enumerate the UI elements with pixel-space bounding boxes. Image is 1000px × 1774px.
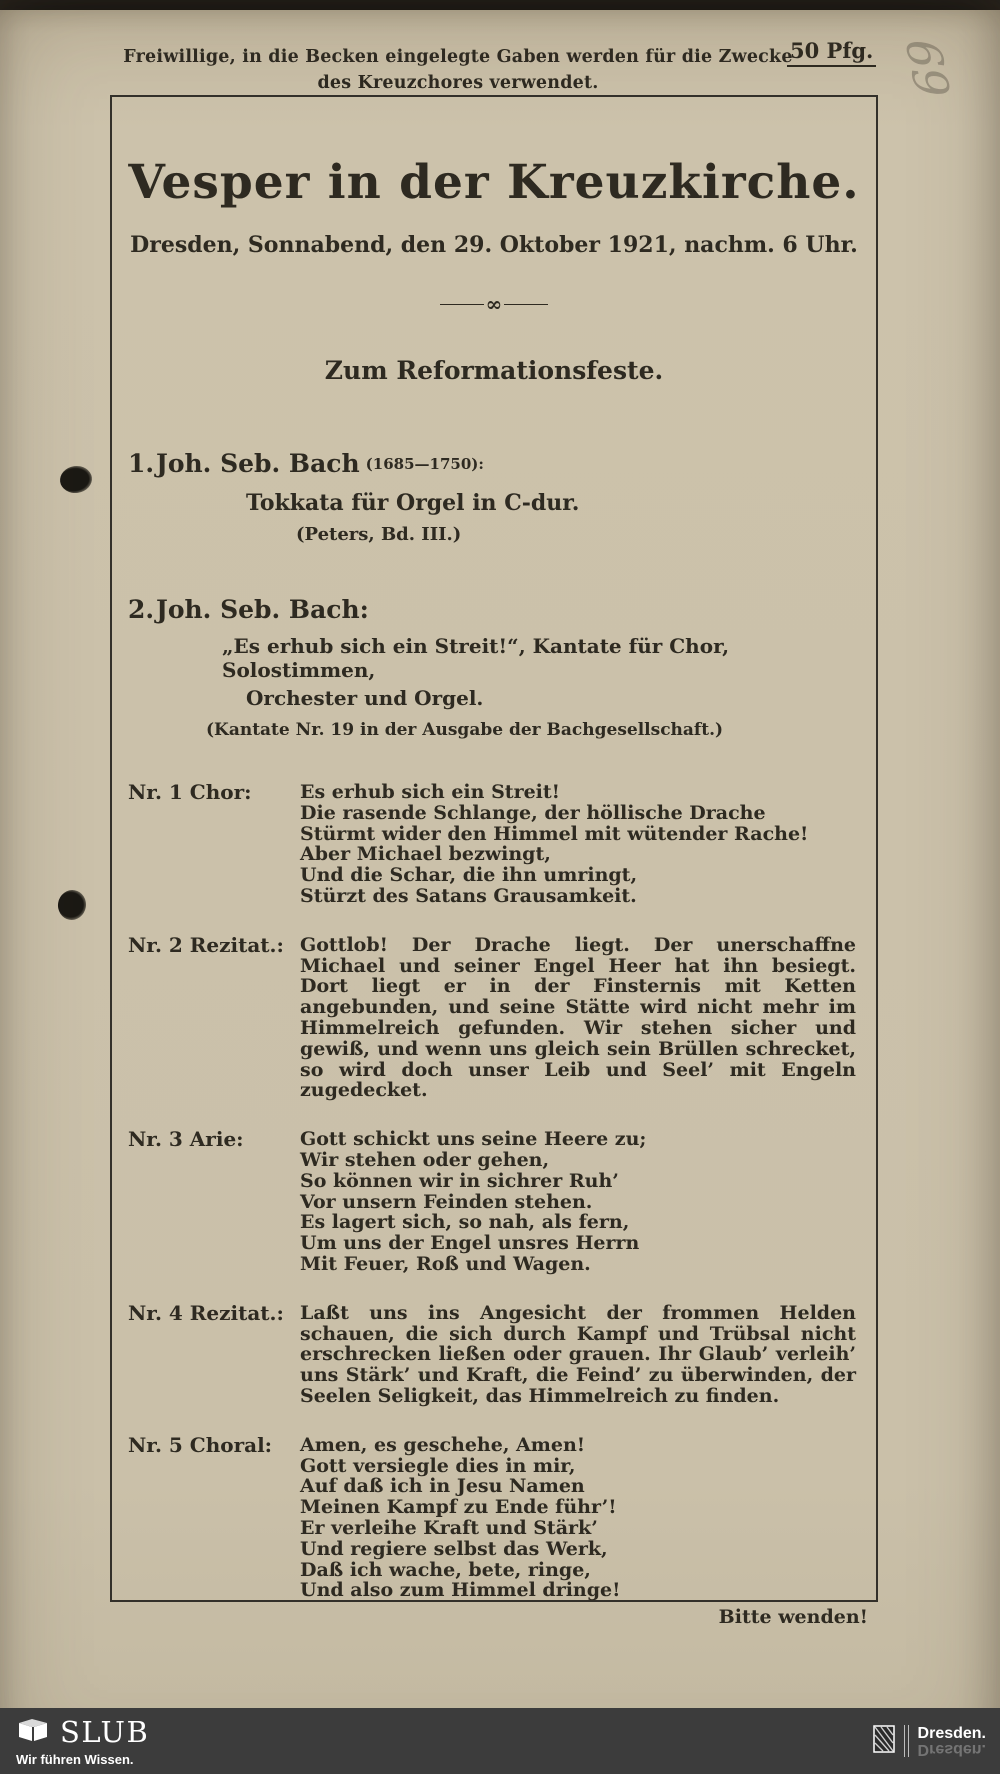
work-title-line1: „Es erhub sich ein Streit!“, Kantate für Chor, Solostimmen, xyxy=(222,634,730,682)
program-content xyxy=(112,155,876,1601)
turn-page-note: Bitte wenden! xyxy=(718,1606,868,1628)
verse-line: Es erhub sich ein Streit! xyxy=(300,781,560,803)
verse-line: Gott versiegle dies in mir, xyxy=(300,1454,576,1477)
composer-name: Joh. Seb. Bach xyxy=(156,449,360,478)
movement-1 xyxy=(128,782,860,907)
work-title: Tokkata für Orgel in C-dur. xyxy=(246,490,580,516)
verse-line: Auf daß ich in Jesu Namen xyxy=(300,1475,585,1498)
divider-ornament xyxy=(128,294,860,314)
date-line: Dresden, Sonnabend, den 29. Oktober 1921, nachm. 6 Uhr. xyxy=(130,232,858,258)
occasion-heading: Zum Reformationsfeste. xyxy=(324,356,664,385)
verse-line: So können wir in sichrer Ruh’ xyxy=(300,1169,619,1192)
movement-verse xyxy=(300,782,860,907)
divider-rule-left xyxy=(440,304,484,305)
edition-note: (Kantate Nr. 19 in der Ausgabe der Bachgesellschaft.) xyxy=(206,720,724,740)
slub-logo[interactable] xyxy=(0,1716,149,1767)
verse-line: Stürzt des Satans Grausamkeit. xyxy=(300,884,637,907)
verse-line: Gott schickt uns seine Heere zu; xyxy=(300,1128,647,1151)
movement-3 xyxy=(128,1129,860,1275)
logo-divider xyxy=(904,1725,909,1757)
dresden-wordmark-text: Dresden. xyxy=(917,1724,986,1742)
movement-label: Nr. 2 Rezitat.: xyxy=(128,932,284,957)
verse-line: Und regiere selbst das Werk, xyxy=(300,1537,608,1560)
movement-label: Nr. 3 Arie: xyxy=(128,1127,244,1152)
program-item-heading xyxy=(128,449,860,478)
movement-list xyxy=(128,782,860,1601)
item-number: 2. xyxy=(128,595,155,624)
program-border-frame xyxy=(110,95,878,1602)
verse-line: Stürmt wider den Himmel mit wütender Rache! xyxy=(300,822,809,845)
verse-line: Und also zum Himmel dringe! xyxy=(300,1579,621,1602)
movement-5 xyxy=(128,1432,860,1602)
verse-line: Die rasende Schlange, der höllische Drache xyxy=(300,801,766,824)
dresden-wordmark xyxy=(918,1726,986,1757)
movement-4 xyxy=(128,1300,860,1407)
dresden-logo[interactable] xyxy=(873,1725,1000,1758)
program-item-heading xyxy=(128,595,860,624)
movement-prose: Gottlob! Der Drache liegt. Der unerschaffne Michael und seiner Engel Heer hat ihn besiegt. Dort liegt er in der Finsternis mit Ketten angebunden, und seine Stätte wird nicht mehr im Himmelreich gefunden. Wir stehen sicher und gewiß, und wenn uns gleich sein Brüllen schrecket, so wird doch unser Leib und Seel’ mit Engeln zugedecket. xyxy=(300,933,856,1102)
verse-line: Amen, es geschehe, Amen! xyxy=(300,1433,586,1456)
infinity-ornament-icon: ∞ xyxy=(485,292,503,316)
punch-hole xyxy=(58,464,93,495)
scan-edge-top xyxy=(0,0,1000,10)
movement-label: Nr. 4 Rezitat.: xyxy=(128,1300,284,1325)
punch-hole xyxy=(56,888,89,922)
donation-notice xyxy=(118,44,798,96)
program-item-2 xyxy=(128,595,860,740)
item-number: 1. xyxy=(128,449,155,478)
verse-line: Meinen Kampf zu Ende führ’! xyxy=(300,1496,617,1519)
verse-line: Und die Schar, die ihn umringt, xyxy=(300,864,638,887)
edition-note: (Peters, Bd. III.) xyxy=(296,524,462,545)
composer-name: Joh. Seb. Bach: xyxy=(156,595,369,624)
verse-line: Es lagert sich, so nah, als fern, xyxy=(300,1211,630,1234)
verse-line: Mit Feuer, Roß und Wagen. xyxy=(300,1252,591,1275)
work-title-line2: Orchester und Orgel. xyxy=(246,686,484,710)
movement-label: Nr. 1 Chor: xyxy=(128,780,252,804)
movement-prose: Laßt uns ins Angesicht der frommen Helden schauen, die sich durch Kampf und Trübsal nicht erschrecken ließen oder grauen. Ihr Glaub’ verleih’ uns Stärk’ und Kraft, die Feind’ zu überwinden, der Seelen Seligkeit, das Himmelreich zu finden. xyxy=(300,1301,856,1407)
donation-notice-line2: des Kreuzchores verwendet. xyxy=(317,73,599,93)
verse-line: Vor unsern Feinden stehen. xyxy=(300,1190,593,1213)
composer-dates: (1685—1750): xyxy=(365,455,484,473)
movement-label: Nr. 5 Choral: xyxy=(128,1432,273,1457)
viewer-footer-bar xyxy=(0,1708,1000,1774)
dresden-wordmark-reflection: Dresden. xyxy=(917,1740,986,1758)
verse-line: Er verleihe Kraft und Stärk’ xyxy=(300,1516,598,1539)
verse-line: Um uns der Engel unsres Herrn xyxy=(300,1232,640,1255)
slub-book-icon xyxy=(16,1716,50,1749)
movement-verse xyxy=(300,1435,860,1601)
slub-wordmark: SLUB xyxy=(60,1715,150,1749)
divider-rule-right xyxy=(504,304,548,305)
program-item-1 xyxy=(128,449,860,545)
movement-verse xyxy=(300,1129,860,1275)
dresden-crest-icon xyxy=(873,1725,895,1758)
slub-tagline: Wir führen Wissen. xyxy=(16,1751,134,1767)
movement-2 xyxy=(128,932,860,1102)
donation-notice-line1: Freiwillige, in die Becken eingelegte Gaben werden für die Zwecke xyxy=(123,47,793,67)
handwritten-archive-mark: 69 xyxy=(893,37,961,99)
page-title: Vesper in der Kreuzkirche. xyxy=(128,155,860,210)
price-label: 50 Pfg. xyxy=(787,38,876,67)
verse-line: Daß ich wache, bete, ringe, xyxy=(300,1558,591,1581)
verse-line: Aber Michael bezwingt, xyxy=(300,843,551,866)
verse-line: Wir stehen oder gehen, xyxy=(300,1148,550,1171)
